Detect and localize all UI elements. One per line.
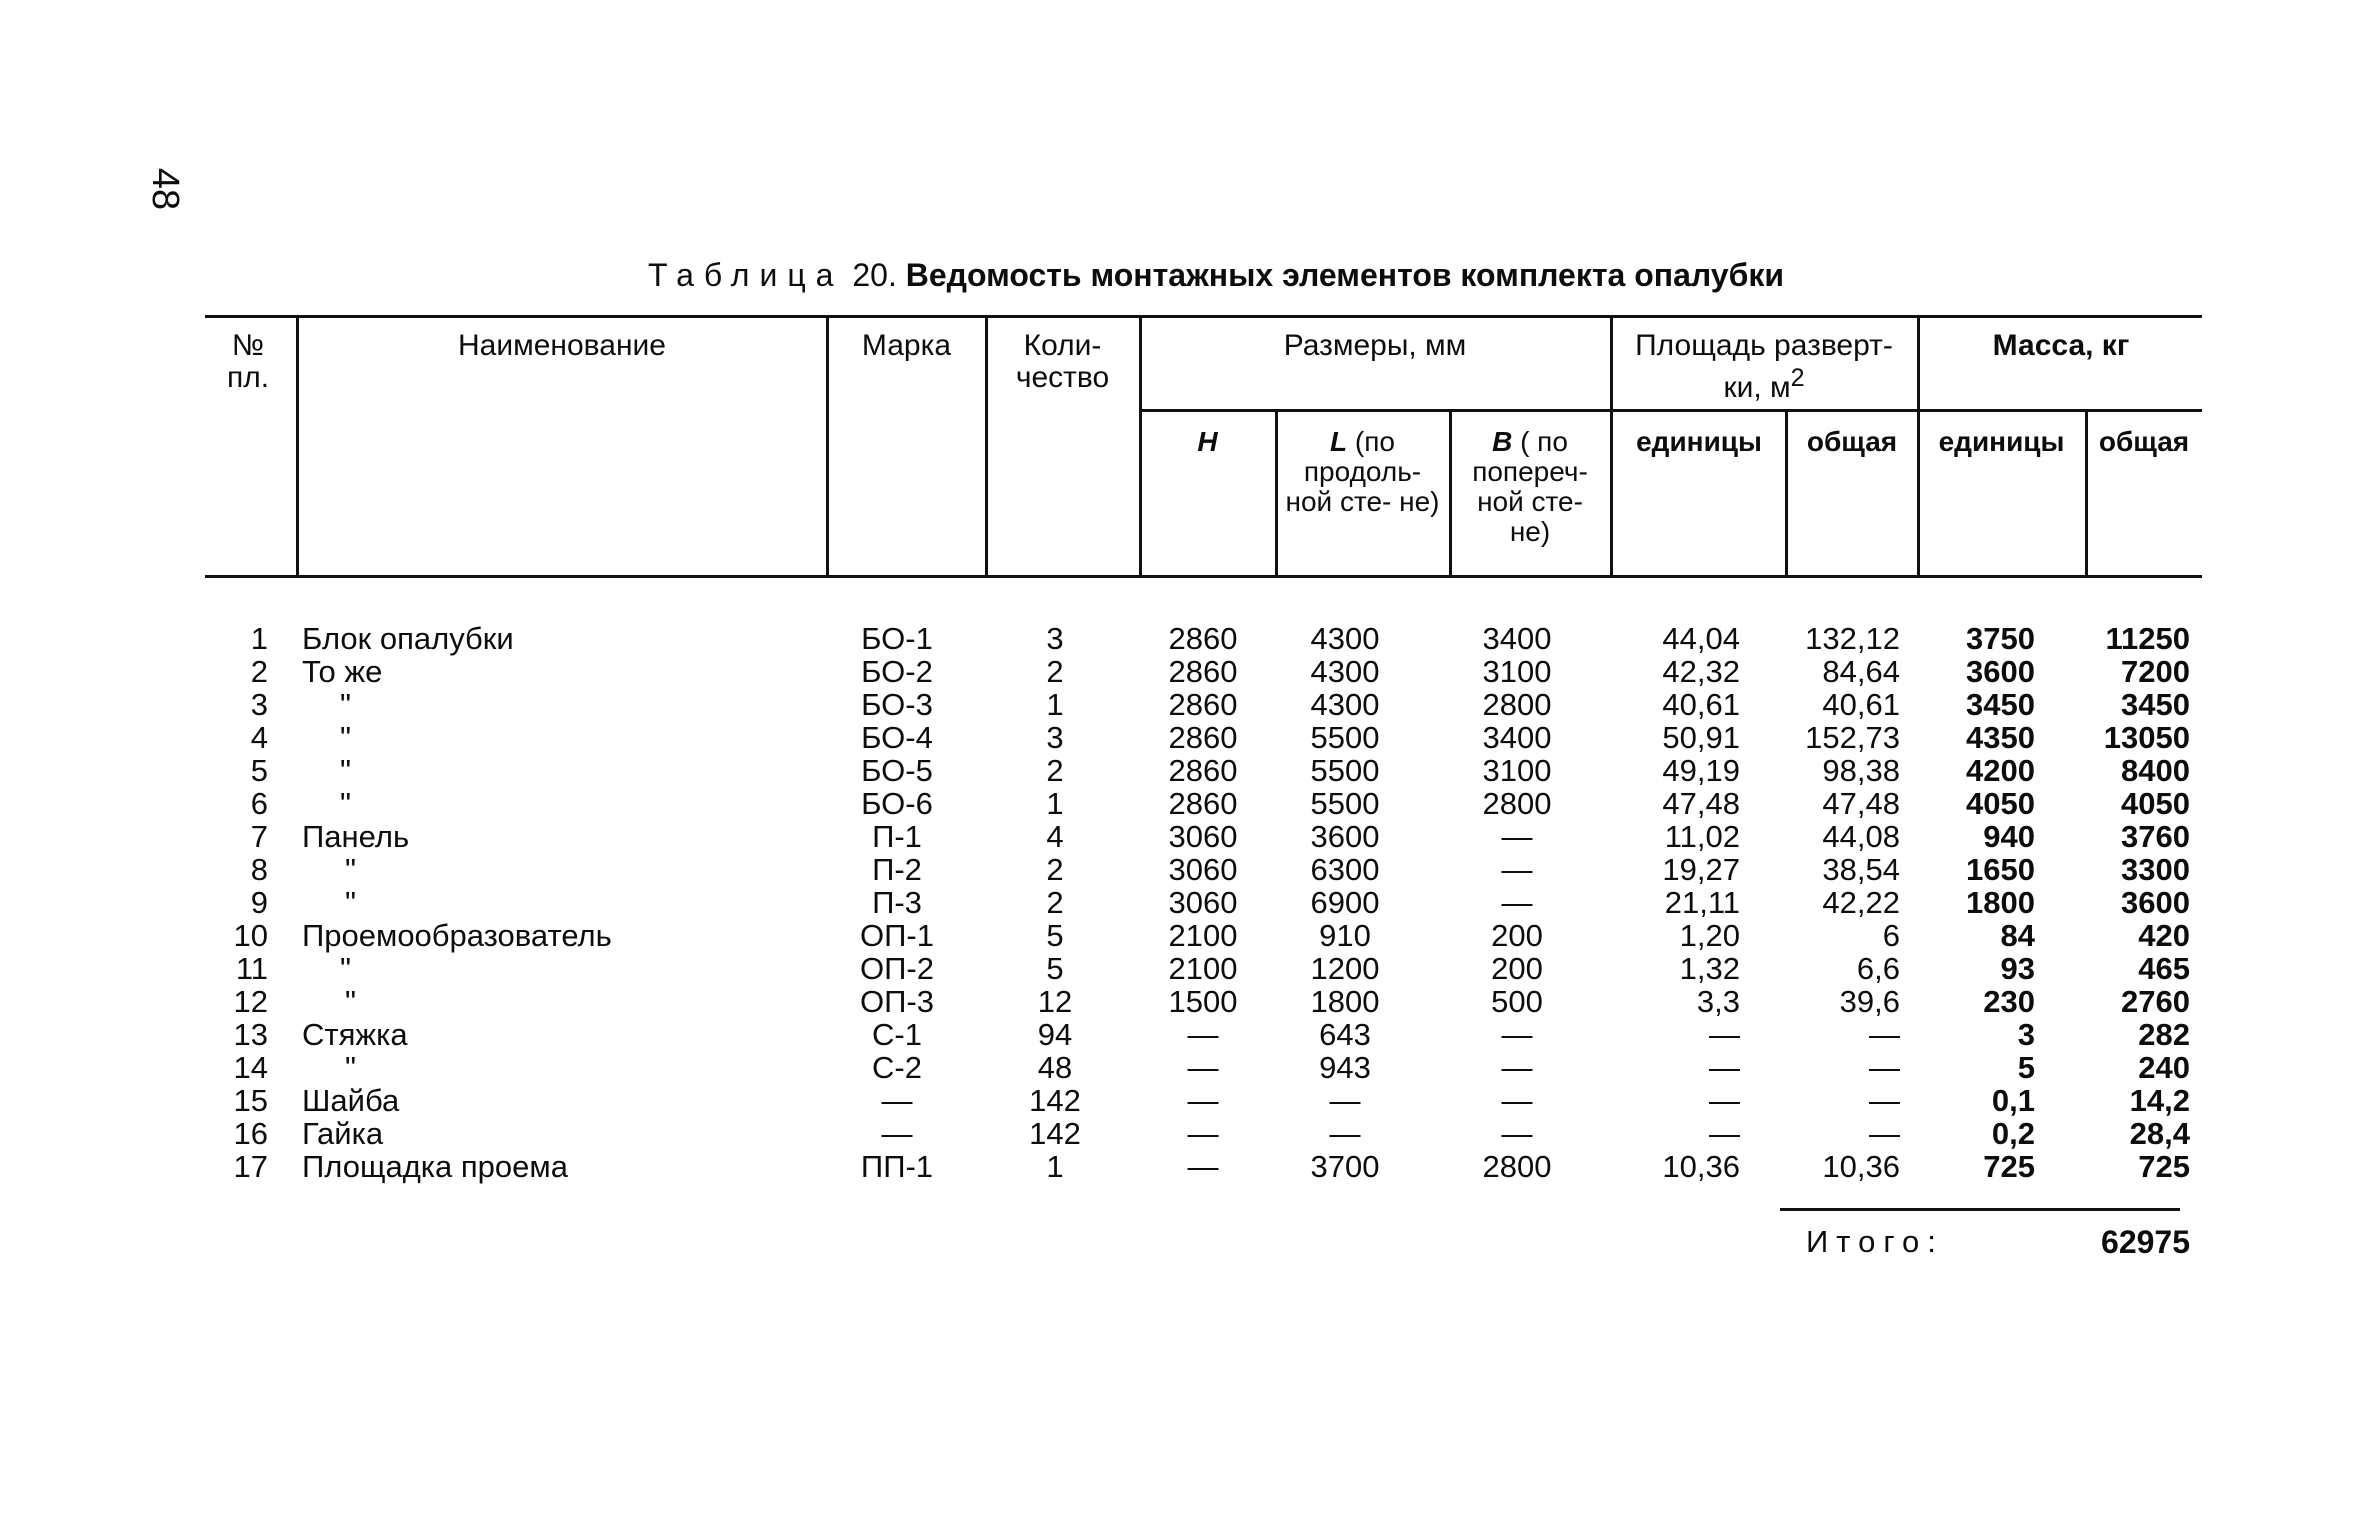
cell-area-unit: 40,61 <box>1662 687 1740 722</box>
cell-mass-unit: 1800 <box>1966 885 2035 920</box>
cell-h: 3060 <box>1168 819 1238 854</box>
cell-mark: ПП-1 <box>860 1149 934 1184</box>
cell-mark: БО-5 <box>861 753 933 788</box>
cell-area-total: 39,6 <box>1839 984 1900 1019</box>
cell-mark: БО-2 <box>861 654 933 689</box>
cell-name: " <box>345 852 357 887</box>
cell-num: 14 <box>233 1050 268 1085</box>
cell-mass-unit: 84 <box>2000 918 2035 953</box>
cell-area-unit: — <box>1709 1050 1740 1085</box>
cell-num: 10 <box>233 918 268 953</box>
cell-name: " <box>345 1050 357 1085</box>
table-row <box>0 919 2363 952</box>
cell-b: — <box>1501 1017 1533 1052</box>
cell-area-total: 98,38 <box>1822 753 1900 788</box>
cell-qty: 48 <box>1037 1050 1073 1085</box>
table-row <box>0 820 2363 853</box>
cell-area-unit: 44,04 <box>1662 621 1740 656</box>
table-row <box>0 655 2363 688</box>
column-divider <box>1449 411 1452 575</box>
header-name: Наименование <box>458 329 666 362</box>
subheader-b-letter: B <box>1492 426 1513 457</box>
table-row <box>0 787 2363 820</box>
cell-mass-unit: 3450 <box>1966 687 2035 722</box>
cell-area-total: 84,64 <box>1822 654 1900 689</box>
cell-mass-unit: 93 <box>2000 951 2035 986</box>
cell-mass-unit: 4050 <box>1966 786 2035 821</box>
cell-qty: 142 <box>1029 1083 1081 1118</box>
cell-mark: ОП-3 <box>860 984 934 1019</box>
cell-name: " <box>340 786 352 821</box>
cell-area-total: 6 <box>1882 918 1900 953</box>
table-row <box>0 853 2363 886</box>
cell-h: — <box>1187 1017 1219 1052</box>
cell-mark: ОП-1 <box>860 918 934 953</box>
cell-mass-total: 13050 <box>2103 720 2190 755</box>
cell-num: 11 <box>235 951 268 986</box>
header-area-sup: 2 <box>1790 364 1805 392</box>
cell-num: 6 <box>250 786 268 821</box>
cell-area-total: — <box>1869 1116 1900 1151</box>
cell-mark: БО-4 <box>861 720 933 755</box>
header-mass-text: Масса, кг <box>1992 329 2130 362</box>
cell-num: 12 <box>233 984 268 1019</box>
cell-area-total: 40,61 <box>1822 687 1900 722</box>
cell-mark: С-2 <box>872 1050 922 1085</box>
cell-mass-unit: 0,2 <box>1991 1116 2035 1151</box>
cell-b: 3400 <box>1482 621 1552 656</box>
cell-l: 6900 <box>1310 885 1380 920</box>
cell-area-unit: 3,3 <box>1696 984 1740 1019</box>
cell-h: 2100 <box>1168 951 1238 986</box>
header-qty: Коли- чество <box>1015 329 1110 394</box>
table-caption <box>648 257 1784 294</box>
cell-area-total: — <box>1869 1017 1900 1052</box>
subheader-b-text: ( по попереч- ной сте- не) <box>1472 426 1588 547</box>
cell-mass-unit: 230 <box>1983 984 2035 1019</box>
cell-mark: БО-3 <box>861 687 933 722</box>
cell-mass-total: 28,4 <box>2129 1116 2190 1151</box>
caption-prefix: Таблица <box>648 257 844 293</box>
cell-l: 1800 <box>1310 984 1380 1019</box>
cell-l: 5500 <box>1310 753 1380 788</box>
cell-area-unit: 10,36 <box>1662 1149 1740 1184</box>
cell-mass-total: 11250 <box>2105 621 2190 656</box>
total-label: Итого: <box>1806 1224 1944 1259</box>
cell-area-unit: 19,27 <box>1662 852 1740 887</box>
cell-h: — <box>1187 1083 1219 1118</box>
cell-area-unit: 21,11 <box>1664 885 1740 920</box>
table-row <box>0 688 2363 721</box>
cell-area-unit: — <box>1709 1116 1740 1151</box>
subheader-area-total-text: общая <box>1806 426 1898 457</box>
cell-name: Проемообразователь <box>302 918 612 953</box>
header-area-text: Площадь разверт- ки, м <box>1635 329 1893 404</box>
cell-area-unit: 49,19 <box>1662 753 1740 788</box>
header-mass <box>1920 330 2202 362</box>
cell-qty: 5 <box>1046 918 1064 953</box>
column-divider <box>1785 411 1788 575</box>
cell-area-unit: 1,20 <box>1679 918 1740 953</box>
cell-l: 3600 <box>1310 819 1380 854</box>
page-number: 48 <box>144 167 186 211</box>
cell-h: 2860 <box>1168 621 1238 656</box>
cell-mark: БО-1 <box>861 621 933 656</box>
header-dimensions: Размеры, мм <box>1283 329 1467 362</box>
cell-area-total: 152,73 <box>1805 720 1900 755</box>
subheader-area-unit-text: единицы <box>1636 426 1762 457</box>
cell-area-total: — <box>1869 1083 1900 1118</box>
cell-mark: П-1 <box>872 819 922 854</box>
cell-h: 1500 <box>1168 984 1238 1019</box>
header-mark: Марка <box>861 329 952 362</box>
cell-mark: П-2 <box>872 852 922 887</box>
cell-name: То же <box>302 654 383 689</box>
cell-mass-total: 3450 <box>2121 687 2190 722</box>
cell-b: 200 <box>1491 951 1543 986</box>
cell-num: 8 <box>250 852 268 887</box>
cell-name: Площадка проема <box>302 1149 568 1184</box>
caption-title: Ведомость монтажных элементов комплекта опалубки <box>905 257 1785 293</box>
subheader-b <box>1454 427 1606 547</box>
cell-mass-unit: 940 <box>1983 819 2035 854</box>
table-row <box>0 1117 2363 1150</box>
cell-qty: 4 <box>1046 819 1064 854</box>
cell-mass-unit: 3 <box>2017 1017 2035 1052</box>
cell-mass-unit: 5 <box>2017 1050 2035 1085</box>
cell-qty: 2 <box>1046 885 1064 920</box>
cell-mass-total: 2760 <box>2121 984 2190 1019</box>
cell-mass-total: 8400 <box>2121 753 2190 788</box>
table-row <box>0 1150 2363 1183</box>
cell-num: 1 <box>250 621 268 656</box>
cell-area-total: 132,12 <box>1805 621 1900 656</box>
cell-num: 4 <box>250 720 268 755</box>
cell-qty: 2 <box>1046 852 1064 887</box>
cell-area-unit: 1,32 <box>1679 951 1740 986</box>
cell-h: 2860 <box>1168 786 1238 821</box>
cell-mass-unit: 725 <box>1983 1149 2035 1184</box>
cell-l: 3700 <box>1310 1149 1380 1184</box>
cell-mark: С-1 <box>872 1017 922 1052</box>
cell-b: 3100 <box>1482 753 1552 788</box>
subheader-mass-unit <box>1920 427 2083 457</box>
cell-area-total: 44,08 <box>1822 819 1900 854</box>
subheader-mass-total <box>2088 427 2200 457</box>
cell-l: 4300 <box>1310 621 1380 656</box>
cell-mass-total: 725 <box>2138 1149 2190 1184</box>
cell-h: — <box>1187 1050 1219 1085</box>
cell-area-unit: 47,48 <box>1662 786 1740 821</box>
cell-mass-total: 240 <box>2138 1050 2190 1085</box>
cell-mark: П-3 <box>872 885 922 920</box>
cell-mass-total: 4050 <box>2121 786 2190 821</box>
cell-h: — <box>1187 1116 1219 1151</box>
cell-num: 17 <box>233 1149 268 1184</box>
table-row <box>0 985 2363 1018</box>
cell-area-unit: 50,91 <box>1662 720 1740 755</box>
cell-name: Стяжка <box>302 1017 408 1052</box>
cell-qty: 3 <box>1046 621 1064 656</box>
column-divider <box>296 317 299 577</box>
cell-area-total: 10,36 <box>1822 1149 1900 1184</box>
table-row <box>0 1051 2363 1084</box>
cell-area-unit: — <box>1709 1083 1740 1118</box>
cell-area-total: 42,22 <box>1822 885 1900 920</box>
cell-b: 500 <box>1491 984 1543 1019</box>
cell-h: 2860 <box>1168 753 1238 788</box>
cell-mass-total: 14,2 <box>2129 1083 2190 1118</box>
cell-b: — <box>1501 1050 1533 1085</box>
cell-mass-unit: 3750 <box>1966 621 2035 656</box>
table-row <box>0 886 2363 919</box>
subheader-l <box>1280 427 1445 517</box>
table-header-bottom-rule <box>205 575 2202 578</box>
subheader-mass-total-text: общая <box>2098 426 2190 457</box>
cell-mass-unit: 4350 <box>1966 720 2035 755</box>
cell-qty: 142 <box>1029 1116 1081 1151</box>
cell-num: 5 <box>250 753 268 788</box>
column-divider <box>1610 317 1613 577</box>
cell-num: 3 <box>250 687 268 722</box>
cell-mass-unit: 3600 <box>1966 654 2035 689</box>
cell-qty: 3 <box>1046 720 1064 755</box>
cell-name: Блок опалубки <box>302 621 514 656</box>
cell-b: 2800 <box>1482 1149 1552 1184</box>
cell-b: 2800 <box>1482 786 1552 821</box>
cell-name: " <box>340 753 352 788</box>
cell-l: 1200 <box>1310 951 1380 986</box>
cell-b: — <box>1501 852 1533 887</box>
cell-num: 9 <box>250 885 268 920</box>
cell-qty: 5 <box>1046 951 1064 986</box>
cell-h: 3060 <box>1168 885 1238 920</box>
table-top-rule <box>205 315 2202 318</box>
cell-h: 2860 <box>1168 720 1238 755</box>
cell-qty: 94 <box>1037 1017 1073 1052</box>
cell-num: 13 <box>233 1017 268 1052</box>
cell-mass-unit: 1650 <box>1966 852 2035 887</box>
cell-qty: 1 <box>1046 786 1064 821</box>
cell-qty: 2 <box>1046 753 1064 788</box>
cell-b: 2800 <box>1482 687 1552 722</box>
cell-mass-total: 282 <box>2138 1017 2190 1052</box>
cell-l: 910 <box>1319 918 1371 953</box>
cell-num: 7 <box>250 819 268 854</box>
cell-name: " <box>345 984 357 1019</box>
cell-mass-unit: 0,1 <box>1991 1083 2035 1118</box>
cell-l: 643 <box>1319 1017 1371 1052</box>
subheader-l-letter: L <box>1330 426 1348 457</box>
cell-mass-total: 3300 <box>2121 852 2190 887</box>
cell-mark: БО-6 <box>861 786 933 821</box>
cell-l: 6300 <box>1310 852 1380 887</box>
cell-b: — <box>1501 819 1533 854</box>
table-row <box>0 1018 2363 1051</box>
caption-number: 20. <box>852 257 897 293</box>
cell-name: " <box>345 885 357 920</box>
cell-h: 3060 <box>1168 852 1238 887</box>
cell-l: — <box>1329 1083 1361 1118</box>
table-row <box>0 952 2363 985</box>
cell-b: 3400 <box>1482 720 1552 755</box>
cell-mass-total: 465 <box>2138 951 2190 986</box>
cell-area-total: 47,48 <box>1822 786 1900 821</box>
cell-name: " <box>340 720 352 755</box>
cell-l: 5500 <box>1310 720 1380 755</box>
cell-l: 943 <box>1319 1050 1371 1085</box>
cell-name: Гайка <box>302 1116 384 1151</box>
cell-name: " <box>340 951 352 986</box>
cell-h: — <box>1187 1149 1219 1184</box>
cell-l: 5500 <box>1310 786 1380 821</box>
cell-mark: — <box>881 1083 913 1118</box>
cell-mass-total: 420 <box>2138 918 2190 953</box>
table-row <box>0 754 2363 787</box>
cell-b: — <box>1501 1116 1533 1151</box>
cell-num: 16 <box>233 1116 268 1151</box>
header-area <box>1614 330 1914 404</box>
cell-area-unit: — <box>1709 1017 1740 1052</box>
table-subheader-rule <box>1142 409 2202 412</box>
cell-b: 3100 <box>1482 654 1552 689</box>
cell-l: 4300 <box>1310 687 1380 722</box>
table-row <box>0 721 2363 754</box>
cell-h: 2100 <box>1168 918 1238 953</box>
cell-h: 2860 <box>1168 687 1238 722</box>
total-rule <box>1780 1208 2180 1211</box>
cell-l: — <box>1329 1116 1361 1151</box>
column-divider <box>985 317 988 577</box>
cell-b: 200 <box>1491 918 1543 953</box>
table-row <box>0 622 2363 655</box>
column-divider <box>1275 411 1278 575</box>
subheader-h-letter: H <box>1197 426 1218 457</box>
cell-name: " <box>340 687 352 722</box>
subheader-l-text: (по продоль- ной сте- не) <box>1285 426 1440 517</box>
cell-b: — <box>1501 1083 1533 1118</box>
subheader-mass-unit-text: единицы <box>1938 426 2065 457</box>
subheader-area-total <box>1789 427 1915 457</box>
cell-qty: 1 <box>1046 1149 1064 1184</box>
subheader-h <box>1142 427 1273 457</box>
cell-area-total: — <box>1869 1050 1900 1085</box>
cell-num: 2 <box>250 654 268 689</box>
cell-name: Шайба <box>302 1083 400 1118</box>
cell-mass-total: 3760 <box>2121 819 2190 854</box>
cell-mass-total: 3600 <box>2121 885 2190 920</box>
cell-l: 4300 <box>1310 654 1380 689</box>
cell-b: — <box>1501 885 1533 920</box>
cell-area-unit: 42,32 <box>1662 654 1740 689</box>
cell-mass-unit: 4200 <box>1966 753 2035 788</box>
table-row <box>0 1084 2363 1117</box>
cell-h: 2860 <box>1168 654 1238 689</box>
cell-mark: ОП-2 <box>860 951 934 986</box>
header-num: № пл. <box>226 329 270 394</box>
cell-name: Панель <box>302 819 410 854</box>
subheader-area-unit <box>1614 427 1784 457</box>
cell-mass-total: 7200 <box>2121 654 2190 689</box>
cell-mark: — <box>881 1116 913 1151</box>
cell-area-total: 38,54 <box>1822 852 1900 887</box>
total-value: 62975 <box>2101 1224 2190 1260</box>
cell-qty: 12 <box>1037 984 1073 1019</box>
cell-area-unit: 11,02 <box>1664 819 1740 854</box>
cell-qty: 1 <box>1046 687 1064 722</box>
cell-num: 15 <box>233 1083 268 1118</box>
cell-qty: 2 <box>1046 654 1064 689</box>
cell-area-total: 6,6 <box>1856 951 1900 986</box>
